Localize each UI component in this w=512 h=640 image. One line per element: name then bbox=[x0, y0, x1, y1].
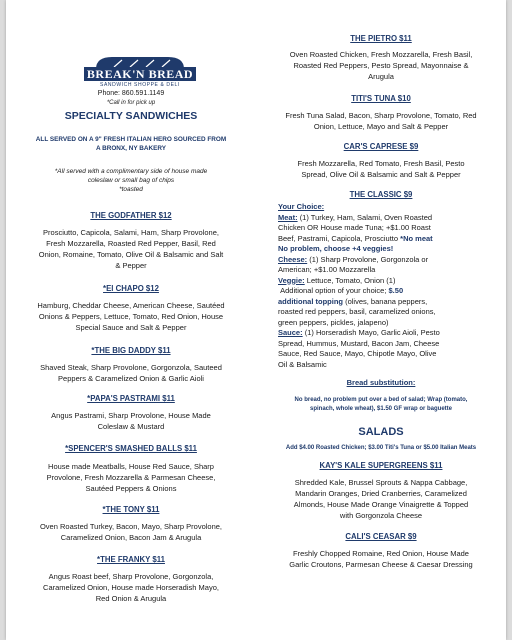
item-desc-line: Oven Roasted Chicken, Fresh Mozzarella, Fresh Basil, bbox=[289, 50, 473, 59]
veggie-text: (olives, banana peppers, bbox=[345, 296, 428, 306]
sauce-text: Oil & Balsamic bbox=[278, 359, 327, 369]
veggie-text: Lettuce, Tomato, Onion (1) bbox=[306, 275, 396, 285]
sauce-text: (1) Horseradish Mayo, Garlic Aioli, Pesto bbox=[304, 328, 440, 337]
item-name: THE PIETRO $11 bbox=[350, 34, 412, 43]
item-desc-line: Caramelized Onion, Bacon Jam & Arugula bbox=[60, 533, 202, 542]
item-name: KAY'S KALE SUPERGREENS $11 bbox=[319, 461, 443, 470]
item-desc-line: Coleslaw & Mustard bbox=[97, 422, 165, 431]
sauce-text: Sauce, Red Sauce, Mayo, Chipotle Mayo, Olive bbox=[278, 349, 437, 358]
veggie-text: Additional option of your choice; bbox=[280, 286, 387, 295]
veggie-price: $.50 bbox=[388, 286, 404, 295]
item-desc-line: Roasted Red Peppers, Pesto Spread, Mayonnaise & bbox=[293, 61, 469, 70]
item-desc-line: Onions & Peppers, Lettuce, Tomato, Red Onion, House bbox=[38, 312, 224, 321]
item-desc-line: Onion, Romaine, Tomato, Olive Oil & Balsamic and Salt bbox=[38, 250, 224, 259]
item-name: THE CLASSIC $9 bbox=[349, 190, 413, 199]
side-note-line-1: *All served with a complimentary side of house made bbox=[54, 168, 208, 175]
cheese-label: Cheese: bbox=[278, 254, 308, 264]
sauce-label: Sauce: bbox=[278, 328, 303, 337]
item-desc-line: Special Sauce and Salt & Pepper bbox=[75, 323, 187, 332]
side-note-line-2: coleslaw or small bag of chips bbox=[87, 177, 175, 184]
item-desc-line: Arugula bbox=[368, 72, 394, 81]
served-note-line-2: A BRONX, NY BAKERY bbox=[95, 145, 167, 152]
bread-note-line: spinach, whole wheat), $1.50 GF wrap or baguette bbox=[309, 406, 453, 412]
no-meat-note: No problem, choose +4 veggies! bbox=[278, 244, 394, 253]
item-name: *THE FRANKY $11 bbox=[97, 555, 165, 564]
phone-number: Phone: 860.591.1149 bbox=[97, 90, 165, 97]
item-desc-line: Angus Pastrami, Sharp Provolone, House Made bbox=[51, 411, 211, 420]
item-name: THE GODFATHER $12 bbox=[90, 211, 172, 220]
brand-logo bbox=[84, 55, 196, 91]
bread-substitution-label: Bread substitution: bbox=[346, 378, 416, 387]
item-desc-line: Fresh Mozzarella, Red Tomato, Fresh Basil, Pesto bbox=[297, 159, 465, 168]
pickup-note: *Call in for pick up bbox=[106, 100, 156, 106]
item-name: *THE BIG DADDY $11 bbox=[91, 346, 171, 355]
item-desc-line: Fresh Mozzarella, Roasted Red Pepper, Basil, Red bbox=[46, 239, 216, 248]
item-desc-line: Freshly Chopped Romaine, Red Onion, House Made bbox=[293, 549, 469, 558]
meat-label: Meat: bbox=[278, 212, 298, 222]
item-desc-line: Shaved Steak, Sharp Provolone, Gorgonzola, Sauteed bbox=[40, 363, 222, 372]
item-name: *PAPA'S PASTRAMI $11 bbox=[87, 394, 175, 403]
no-meat-label: *No meat bbox=[400, 233, 433, 243]
salads-add-note: Add $4.00 Roasted Chicken; $3.00 Titi's Tuna or $5.00 Italian Meats bbox=[285, 445, 477, 451]
veggie-label: Veggie: bbox=[278, 275, 305, 285]
cheese-text: American; +$1.00 Mozzarella bbox=[278, 265, 376, 274]
meat-text: Beef, Pastrami, Capicola, Prosciutto bbox=[278, 233, 399, 243]
bread-note-line: No bread, no problem put over a bed of salad; Wrap (tomato, bbox=[294, 397, 468, 403]
sauce-text: Spread, Hummus, Mustard, Bacon Jam, Cheese bbox=[278, 338, 440, 348]
veggie-text: green peppers, pickles, jalapeno) bbox=[278, 317, 389, 327]
veggie-topping-label: additional topping bbox=[278, 296, 343, 306]
meat-text: (1) Turkey, Ham, Salami, Oven Roasted bbox=[299, 212, 433, 222]
item-desc-line: Oven Roasted Turkey, Bacon, Mayo, Sharp Provolone, bbox=[39, 522, 223, 531]
item-desc-line: Fresh Tuna Salad, Bacon, Sharp Provolone, Tomato, Red bbox=[285, 111, 477, 120]
item-desc-line: Sautéed Peppers & Onions bbox=[85, 484, 177, 493]
item-name: CALI'S CEASAR $9 bbox=[345, 532, 417, 541]
served-note-line-1: ALL SERVED ON A 9" FRESH ITALIAN HERO SOURCED FROM bbox=[35, 136, 227, 143]
item-desc-line: Onion, Lettuce, Mayo and Salt & Pepper bbox=[313, 122, 449, 131]
item-desc-line: Shredded Kale, Brussel Sprouts & Nappa Cabbage, bbox=[294, 478, 468, 487]
item-desc-line: Hamburg, Cheddar Cheese, American Cheese, Sautéed bbox=[37, 301, 225, 310]
item-name: *El CHAPO $12 bbox=[103, 284, 159, 293]
item-desc-line: House made Meatballs, House Red Sauce, Sharp bbox=[48, 462, 214, 471]
veggie-text: roasted red peppers, basil, caramelized onions, bbox=[278, 307, 436, 316]
side-note-line-3: *toasted bbox=[119, 186, 143, 193]
item-desc-line: Garlic Croutons, Parmesan Cheese & Caesar Dressing bbox=[289, 560, 473, 569]
logo-name: BREAK'N BREAD bbox=[84, 67, 196, 81]
salads-title: SALADS bbox=[358, 426, 404, 438]
item-desc-line: Mandarin Oranges, Dried Cranberries, Caramelized bbox=[295, 489, 467, 498]
item-name: CAR'S CAPRESE $9 bbox=[343, 142, 419, 151]
cheese-text: (1) Sharp Provolone, Gorgonzola or bbox=[309, 254, 429, 264]
section-title: SPECIALTY SANDWICHES bbox=[64, 110, 198, 122]
item-desc-line: Spread, Olive Oil & Balsamic and Salt & Pepper bbox=[301, 170, 461, 179]
item-name: *SPENCER'S SMASHED BALLS $11 bbox=[65, 444, 197, 453]
item-desc-line: Provolone, Fresh Mozzarella & Parmesan Cheese, bbox=[46, 473, 216, 482]
item-name: TITI'S TUNA $10 bbox=[351, 94, 411, 103]
item-name: *THE TONY $11 bbox=[102, 505, 160, 514]
item-desc-line: with Gorgonzola Cheese bbox=[339, 511, 423, 520]
item-desc-line: Red Onion & Arugula bbox=[95, 594, 167, 603]
your-choice-label: Your Choice: bbox=[278, 202, 325, 211]
item-desc-line: Peppers & Caramelized Onion & Garlic Aioli bbox=[58, 374, 204, 383]
item-desc-line: Caramelized Onion, House made Horseradish Mayo, bbox=[43, 583, 219, 592]
meat-text: Chicken OR House made Tuna; +$1.00 Roast bbox=[278, 223, 431, 232]
classic-options bbox=[278, 202, 488, 370]
item-desc-line: Almonds, House Made Orange Vinaigrette & Topped bbox=[293, 500, 469, 509]
item-desc-line: & Pepper bbox=[115, 261, 147, 270]
item-desc-line: Angus Roast beef, Sharp Provolone, Gorgonzola, bbox=[48, 572, 214, 581]
item-desc-line: Prosciutto, Capicola, Salami, Ham, Sharp Provolone, bbox=[43, 228, 219, 237]
logo-tagline: SANDWICH SHOPPE & DELI bbox=[100, 82, 180, 88]
menu-page bbox=[6, 0, 506, 640]
